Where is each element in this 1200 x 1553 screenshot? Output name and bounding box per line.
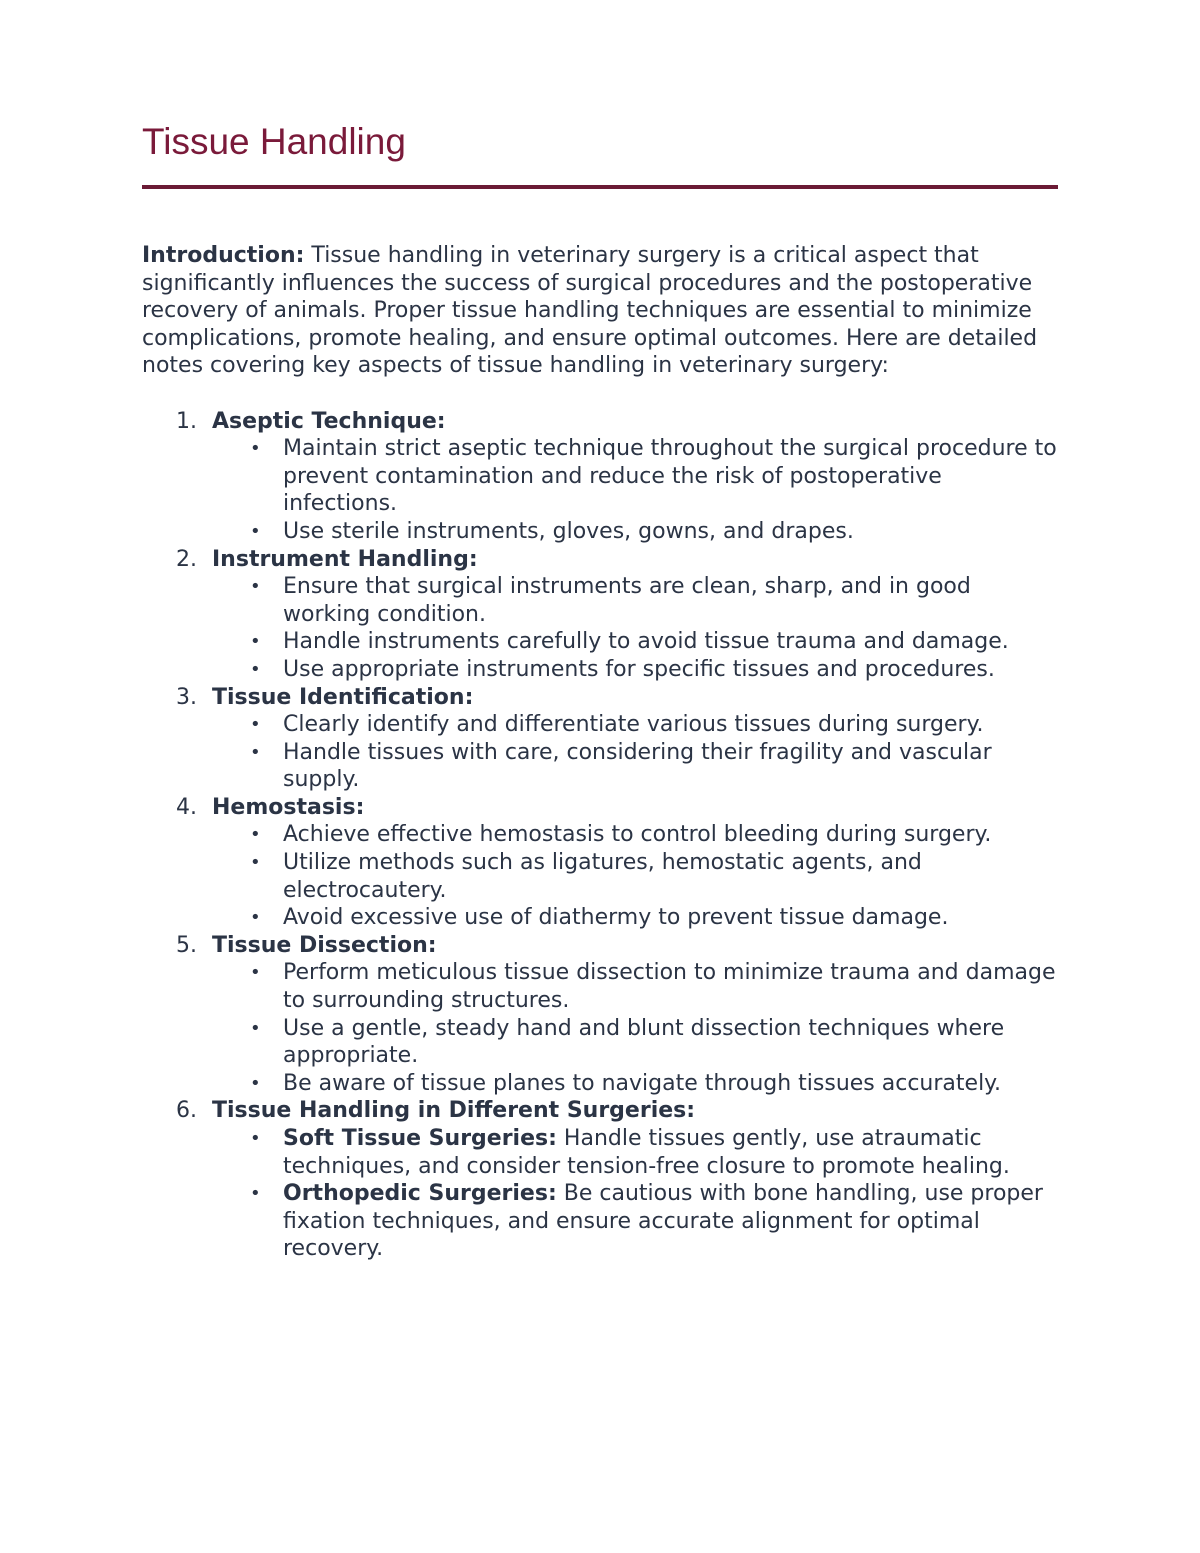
- section-heading: Hemostasis: [212, 794, 356, 820]
- section-heading-colon: :: [355, 794, 365, 820]
- bullet-point-text: Ensure that surgical instruments are clean, sharp, and in good working condition.: [283, 574, 971, 627]
- bullet-point-text: Use sterile instruments, gloves, gowns, and drapes.: [283, 518, 854, 544]
- bullet-icon: •: [250, 852, 261, 874]
- bullet-point-text: Handle instruments carefully to avoid tissue trauma and damage.: [283, 629, 1009, 655]
- bullet-point-text: Be cautious with bone handling, use proper fixation techniques, and ensure accurate alignment for optimal recovery.: [283, 1181, 1043, 1262]
- bullet-point: [212, 573, 1058, 628]
- section-heading: Tissue Handling in Different Surgeries: [212, 1098, 687, 1124]
- bullet-icon: •: [250, 520, 261, 542]
- bullet-icon: •: [250, 1017, 261, 1039]
- bullet-point-label-colon: :: [547, 1181, 557, 1207]
- bullet-point-text: Clearly identify and differentiate various tissues during surgery.: [283, 712, 984, 738]
- sections-list: [142, 408, 1058, 1263]
- section-heading: Aseptic Technique: [212, 408, 437, 434]
- intro-label: Introduction: [142, 243, 296, 268]
- bullet-point-text: Avoid excessive use of diathermy to prevent tissue damage.: [283, 905, 949, 931]
- section-number: 1.: [176, 408, 197, 434]
- bullet-point: [212, 656, 1058, 684]
- bullet-point-text: Be aware of tissue planes to navigate through tissues accurately.: [283, 1070, 1002, 1096]
- bullet-point-text: Use appropriate instruments for specific tissues and procedures.: [283, 656, 995, 682]
- bullet-icon: •: [250, 576, 261, 598]
- bullet-icon: •: [250, 962, 261, 984]
- section-number: 5.: [176, 932, 197, 958]
- bullet-point: [212, 739, 1058, 794]
- section-number: 2.: [176, 546, 197, 572]
- bullet-point: [212, 821, 1058, 849]
- page-title: Tissue Handling: [142, 121, 406, 162]
- bullet-icon: •: [250, 1128, 261, 1149]
- section-heading-colon: :: [468, 546, 478, 572]
- bullet-icon: •: [250, 658, 261, 680]
- section-number: 4.: [176, 794, 197, 820]
- section-item: [142, 546, 1058, 684]
- bullet-point-text: Utilize methods such as ligatures, hemostatic agents, and electrocautery.: [283, 850, 922, 903]
- bullet-icon: •: [250, 907, 261, 929]
- section-heading-colon: :: [436, 408, 446, 434]
- section-points-list: [212, 711, 1058, 794]
- bullet-point: [212, 518, 1058, 546]
- bullet-point: [212, 849, 1058, 904]
- section-points-list: [212, 1125, 1058, 1263]
- bullet-point-label: Orthopedic Surgeries: [283, 1181, 548, 1207]
- title-underline-rule: [142, 185, 1058, 189]
- section-heading: Tissue Dissection: [212, 932, 428, 958]
- section-points-list: [212, 959, 1058, 1097]
- bullet-point: [212, 1070, 1058, 1098]
- section-number: 6.: [176, 1098, 197, 1124]
- section-heading-colon: :: [427, 932, 437, 958]
- intro-paragraph: [142, 242, 1058, 380]
- document-body: [142, 242, 1058, 1263]
- bullet-icon: •: [250, 1183, 261, 1205]
- bullet-point-text: Use a gentle, steady hand and blunt dissection techniques where appropriate.: [283, 1015, 1005, 1069]
- bullet-point: [212, 711, 1058, 739]
- bullet-icon: •: [250, 714, 261, 736]
- section-item: [142, 408, 1058, 546]
- bullet-icon: •: [250, 741, 261, 763]
- bullet-point: [212, 435, 1058, 518]
- bullet-point-text: Maintain strict aseptic technique throughout the surgical procedure to prevent contamination and reduce the risk of postoperative infections.: [283, 436, 1057, 517]
- section-item: [142, 932, 1058, 1098]
- intro-colon: :: [295, 243, 305, 268]
- section-heading: Instrument Handling: [212, 546, 469, 572]
- bullet-icon: •: [250, 438, 261, 460]
- section-heading-colon: :: [686, 1098, 696, 1124]
- section-item: [142, 684, 1058, 794]
- bullet-point-label-colon: :: [548, 1126, 557, 1151]
- section-heading-colon: :: [464, 684, 474, 710]
- bullet-point: [212, 1125, 1058, 1180]
- section-points-list: [212, 573, 1058, 683]
- bullet-point-label: Soft Tissue Surgeries: [283, 1126, 549, 1151]
- bullet-point-text: Achieve effective hemostasis to control bleeding during surgery.: [283, 822, 992, 848]
- bullet-point-text: Handle tissues gently, use atraumatic techniques, and consider tension-free closure to promote healing.: [283, 1126, 1010, 1179]
- section-number: 3.: [176, 684, 197, 710]
- section-heading: Tissue Identification: [212, 684, 465, 710]
- bullet-point: [212, 1015, 1058, 1070]
- bullet-icon: •: [250, 1072, 261, 1094]
- bullet-point-text: Handle tissues with care, considering their fragility and vascular supply.: [283, 739, 992, 793]
- intro-text: Tissue handling in veterinary surgery is a critical aspect that significantly influences the success of surgical procedures and the postoperative recovery of animals. Proper tissue handling techniques are essential to minimize complications, promote healing, and ensure optimal outcomes. Here are detailed notes covering key aspects of tissue handling in veterinary surgery:: [142, 243, 1038, 379]
- bullet-point: [212, 1180, 1058, 1263]
- section-points-list: [212, 821, 1058, 931]
- bullet-point: [212, 959, 1058, 1014]
- bullet-icon: •: [250, 631, 261, 653]
- bullet-point: [212, 628, 1058, 656]
- bullet-point: [212, 904, 1058, 932]
- section-item: [142, 794, 1058, 932]
- bullet-icon: •: [250, 824, 261, 846]
- section-item: [142, 1097, 1058, 1263]
- section-points-list: [212, 435, 1058, 545]
- bullet-point-text: Perform meticulous tissue dissection to minimize trauma and damage to surrounding structures.: [283, 960, 1056, 1014]
